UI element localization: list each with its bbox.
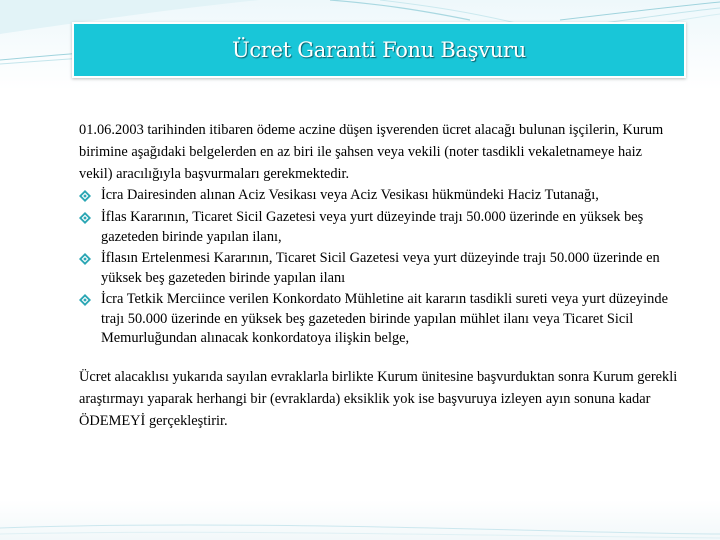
document-list bbox=[79, 185, 679, 350]
diamond-bullet-icon bbox=[79, 248, 101, 270]
list-item-text: İcra Tetkik Merciince verilen Konkordato Mühletine ait kararın tasdikli sureti veya yurt düzeyinde trajı 50.000 üzerinde en yüksek beş gazeteden birinde yapılan mühlet ilanı veya Ticaret Sicil Memurluğundan alınacak konkordatoya ilişkin belge, bbox=[101, 291, 668, 346]
diamond-bullet-icon bbox=[79, 207, 101, 229]
slide-title: Ücret Garanti Fonu Başvuru bbox=[232, 38, 526, 62]
bottom-wave-decoration bbox=[0, 500, 720, 540]
list-item bbox=[79, 289, 679, 350]
list-item bbox=[79, 185, 679, 207]
title-bar bbox=[72, 22, 686, 78]
list-item bbox=[79, 207, 679, 248]
content-body bbox=[79, 119, 679, 432]
intro-paragraph: 01.06.2003 tarihinden itibaren ödeme aczine düşen işverenden ücret alacağı bulunan işçilerin, Kurum birimine aşağıdaki belgelerden en az biri ile şahsen veya vekili (noter tasdikli vekaletnameye haiz vekil) aracılığıyla başvurmaları gerekmektedir. bbox=[79, 122, 664, 182]
paragraph-spacer bbox=[79, 350, 679, 366]
list-item-text: İcra Dairesinden alınan Aciz Vesikası veya Aciz Vesikası hükmündeki Haciz Tutanağı, bbox=[101, 187, 599, 203]
diamond-bullet-icon bbox=[79, 289, 101, 311]
closing-paragraph: Ücret alacaklısı yukarıda sayılan evraklarla birlikte Kurum ünitesine başvurduktan sonra Kurum gerekli araştırmayı yaparak herhangi bir (evraklarda) eksiklik yok ise başvuruya izleyen ayın sonuna kadar ÖDEMEYİ gerçekleştirir. bbox=[79, 368, 678, 429]
list-item-text: İflas Kararının, Ticaret Sicil Gazetesi veya yurt düzeyinde trajı 50.000 üzerinde en yüksek beş gazeteden birinde yapılan ilanı, bbox=[101, 209, 644, 245]
list-item-text: İflasın Ertelenmesi Kararının, Ticaret Sicil Gazetesi veya yurt düzeyinde trajı 50.000 üzerinde en yüksek beş gazeteden birinde yapılan ilanı bbox=[101, 250, 660, 286]
list-item bbox=[79, 248, 679, 289]
diamond-bullet-icon bbox=[79, 185, 101, 207]
